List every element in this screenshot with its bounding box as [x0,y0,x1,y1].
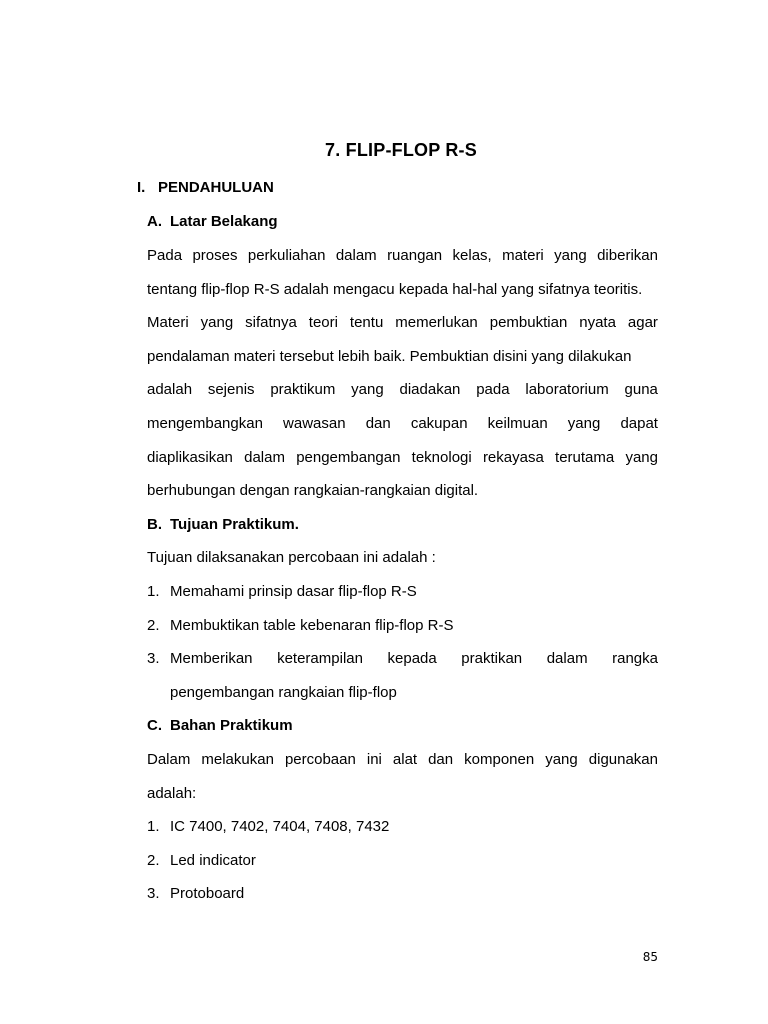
word: yang [200,314,234,331]
word: ruangan [387,247,443,264]
word: Pada [147,247,183,264]
word: keterampilan [277,650,363,667]
word: diberikan [597,247,658,264]
paragraph-line: berhubungan dengan rangkaian-rangkaian digital. [147,482,479,499]
word: melakukan [201,751,274,768]
word: sifatnya [245,314,297,331]
word: yang [625,449,658,466]
word: rangka [612,650,658,667]
list-item-text: Membuktikan table kebenaran flip-flop R-S [170,617,454,634]
word: digunakan [588,751,658,768]
paragraph-line [147,314,658,332]
word: dapat [620,415,658,432]
paragraph-line [147,449,658,467]
word: praktikan [461,650,523,667]
word: laboratorium [525,381,609,398]
paragraph-line [147,381,658,399]
list-item-text: Led indicator [170,852,256,869]
paragraph-line [147,247,658,265]
word: rekayasa [482,449,544,466]
word: proses [192,247,238,264]
word: tentu [349,314,384,331]
word: yang [554,247,587,264]
paragraph-line [147,415,658,433]
list-item-text [170,650,658,668]
word: yang [567,415,601,432]
subsection-a-letter: A. [147,213,162,230]
word: pada [476,381,510,398]
word: kepada [387,650,437,667]
list-item-number: 1. [147,583,160,600]
list-item-text: Protoboard [170,885,245,902]
word: kelas, [452,247,492,264]
page-title: 7. FLIP-FLOP R-S [325,140,477,160]
word: dalam [335,247,377,264]
subsection-c-letter: C. [147,717,162,734]
word: cakupan [410,415,468,432]
subsection-c-intro-continued: adalah: [147,785,197,802]
section-number: I. [137,179,146,196]
word: wawasan [283,415,346,432]
word: teknologi [411,449,472,466]
subsection-c-heading: Bahan Praktikum [170,717,293,734]
subsection-c-intro [147,751,658,769]
word: sejenis [207,381,255,398]
word: dalam [244,449,285,466]
subsection-b-intro: Tujuan dilaksanakan percobaan ini adalah : [147,549,436,566]
word: Materi [147,314,189,331]
word: pembuktian [489,314,568,331]
list-item-number: 2. [147,617,160,634]
section-heading: PENDAHULUAN [158,179,274,196]
word: percobaan [284,751,356,768]
list-item-number: 1. [147,818,160,835]
word: agar [627,314,658,331]
subsection-b-heading: Tujuan Praktikum. [170,516,299,533]
word: perkuliahan [247,247,326,264]
subsection-a-heading: Latar Belakang [170,213,278,230]
word: mengembangkan [147,415,263,432]
word: diadakan [399,381,461,398]
word: guna [624,381,658,398]
word: teori [308,314,338,331]
word: pengembangan [296,449,401,466]
word: materi [502,247,544,264]
list-item-text: IC 7400, 7402, 7404, 7408, 7432 [170,818,390,835]
paragraph-line: tentang flip-flop R-S adalah mengacu kepada hal-hal yang sifatnya teoritis. [147,281,643,298]
list-item-text: Memahami prinsip dasar flip-flop R-S [170,583,417,600]
word: diaplikasikan [147,449,233,466]
word: memerlukan [395,314,478,331]
word: komponen [464,751,535,768]
list-item-number: 2. [147,852,160,869]
word: ini [366,751,382,768]
word: alat [392,751,418,768]
list-item-number: 3. [147,885,160,902]
paragraph-line: pendalaman materi tersebut lebih baik. Pembuktian disini yang dilakukan [147,348,632,365]
word: yang [351,381,384,398]
list-item-text-continued: pengembangan rangkaian flip-flop [170,684,397,701]
word: yang [545,751,578,768]
word: praktikum [270,381,336,398]
list-item-number: 3. [147,650,160,667]
word: dalam [546,650,588,667]
word: dan [365,415,391,432]
subsection-b-letter: B. [147,516,162,533]
page-number: 85 [642,950,658,964]
word: adalah [147,381,193,398]
word: dan [428,751,454,768]
word: Memberikan [170,650,253,667]
word: Dalam [147,751,191,768]
word: keilmuan [487,415,548,432]
word: terutama [555,449,615,466]
word: nyata [579,314,616,331]
